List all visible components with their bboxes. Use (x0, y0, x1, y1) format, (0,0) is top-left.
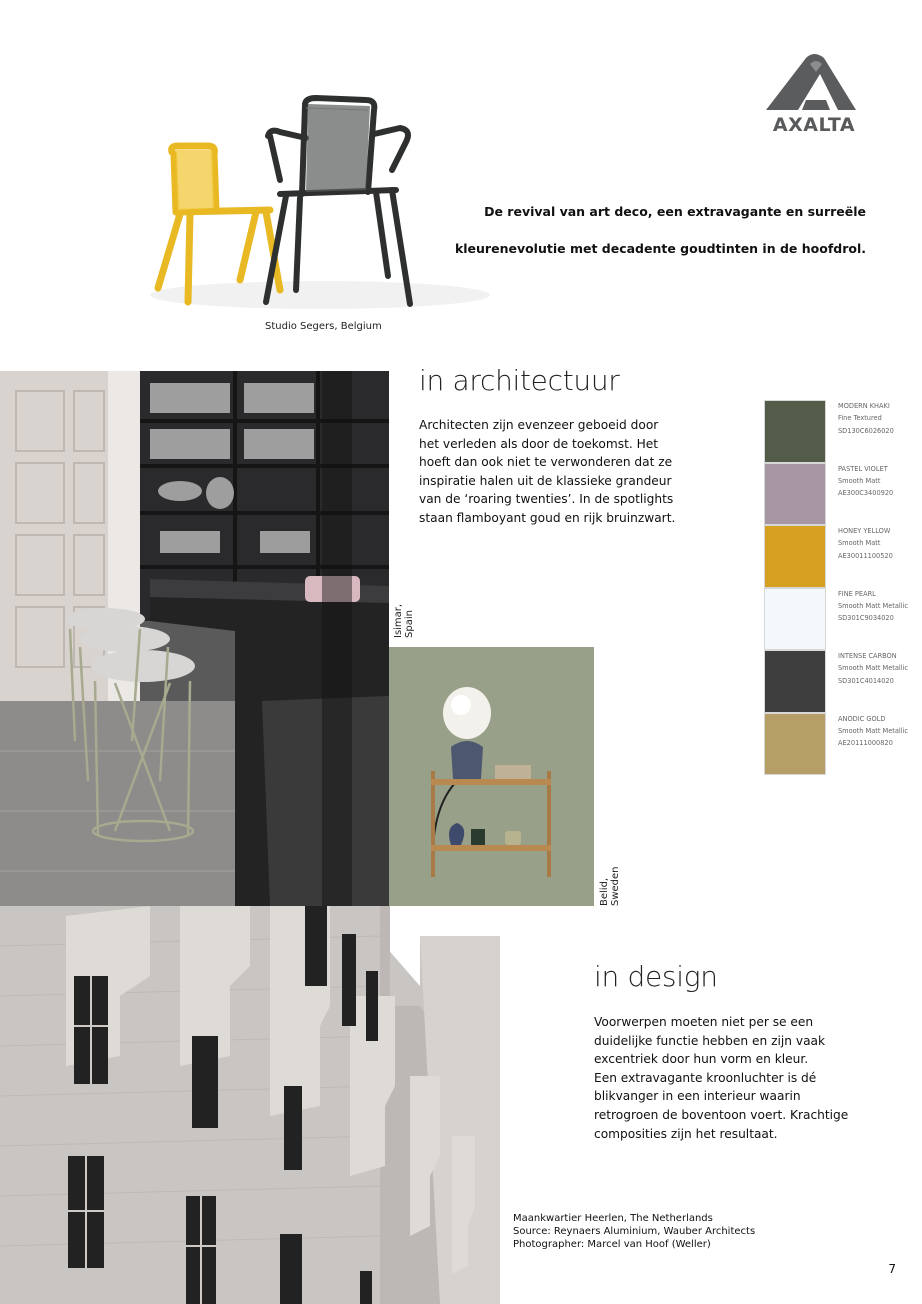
swatch-chip (764, 463, 826, 526)
axalta-logo-mark (758, 52, 870, 114)
swatch-chip (764, 525, 826, 588)
swatch-code: SD301C9034020 (838, 614, 894, 623)
swatch-chip (764, 713, 826, 776)
swatch-code: SD301C4014020 (838, 676, 894, 685)
swatch-chip (764, 400, 826, 463)
swatch-meta (838, 525, 893, 562)
swatch-name: INTENSE CARBON (838, 652, 897, 660)
swatch-anodic-gold (764, 713, 909, 776)
swatch-finish: Smooth Matt Metallic (838, 726, 909, 735)
color-swatches (764, 400, 909, 775)
page-number: 7 (888, 1262, 896, 1276)
design-title: in design (594, 960, 718, 993)
chairs-caption: Studio Segers, Belgium (265, 321, 382, 332)
headline-line-2: kleurenevolutie met decadente goudtinten in de hoofdrol. (454, 241, 866, 256)
swatch-code: AE300C3400920 (838, 489, 894, 498)
swatch-name: FINE PEARL (838, 589, 876, 598)
logo-wordmark: AXALTA (772, 114, 856, 136)
swatch-meta (838, 588, 908, 625)
swatch-fine-pearl (764, 588, 909, 651)
architecture-body: Architecten zijn evenzeer geboeid door het verleden als door de toekomst. Het hoeft dan ook niet te verwonderen dat ze inspiratie halen uit de klassieke grandeur van de ‘roaring twenties’. In de spotlights staan flamboyant goud en rijk bruinzwart. (419, 418, 676, 525)
swatch-meta (838, 463, 893, 500)
swatch-finish: Smooth Matt Metallic (838, 664, 909, 673)
swatch-chip (764, 588, 826, 651)
architecture-title: in architectuur (419, 364, 620, 397)
axalta-logo (758, 52, 870, 138)
shelf-caption: Belid, Sweden (599, 866, 621, 906)
photo-credits: Maankwartier Heerlen, The Netherlands Source: Reynaers Aluminium, Wauber Architects Photographer: Marcel van Hoof (Weller) (513, 1213, 756, 1250)
swatch-finish: Smooth Matt Metallic (838, 601, 909, 610)
swatch-meta (838, 650, 908, 687)
swatch-finish: Smooth Matt (838, 539, 881, 548)
swatch-finish: Smooth Matt (838, 476, 881, 485)
swatch-meta (838, 713, 908, 750)
swatch-honey-yellow (764, 525, 894, 588)
swatch-chip (764, 650, 826, 713)
kitchen-caption: Isimar, Spain (393, 603, 415, 638)
swatch-name: PASTEL VIOLET (838, 464, 888, 473)
swatch-intense-carbon (764, 650, 909, 713)
swatch-name: ANODIC GOLD (838, 714, 886, 723)
shelf-photo (389, 647, 594, 906)
chairs-photo (130, 90, 510, 320)
swatch-name: HONEY YELLOW (838, 527, 891, 535)
swatch-finish: Fine Textured (838, 414, 882, 423)
design-body: Voorwerpen moeten niet per se een duidelijke functie hebben en zijn vaak excentriek door hun vorm en kleur. Een extravagante kroonluchter is dé blikvanger in een interieur waarin retrogroen de boventoon voert. Krachtige composities zijn het resultaat. (594, 1015, 849, 1141)
swatch-name: MODERN KHAKI (838, 402, 890, 410)
swatch-code: AE20111000820 (838, 739, 893, 748)
swatch-code: AE30011100520 (838, 551, 893, 560)
swatch-code: SD130C6026020 (838, 426, 894, 435)
swatch-meta (838, 400, 894, 437)
headline-line-1: De revival van art deco, een extravagante en surreële (484, 204, 866, 219)
swatch-modern-khaki (764, 400, 894, 463)
building-photo (0, 906, 505, 1304)
swatch-pastel-violet (764, 463, 894, 526)
kitchen-photo (0, 371, 389, 906)
